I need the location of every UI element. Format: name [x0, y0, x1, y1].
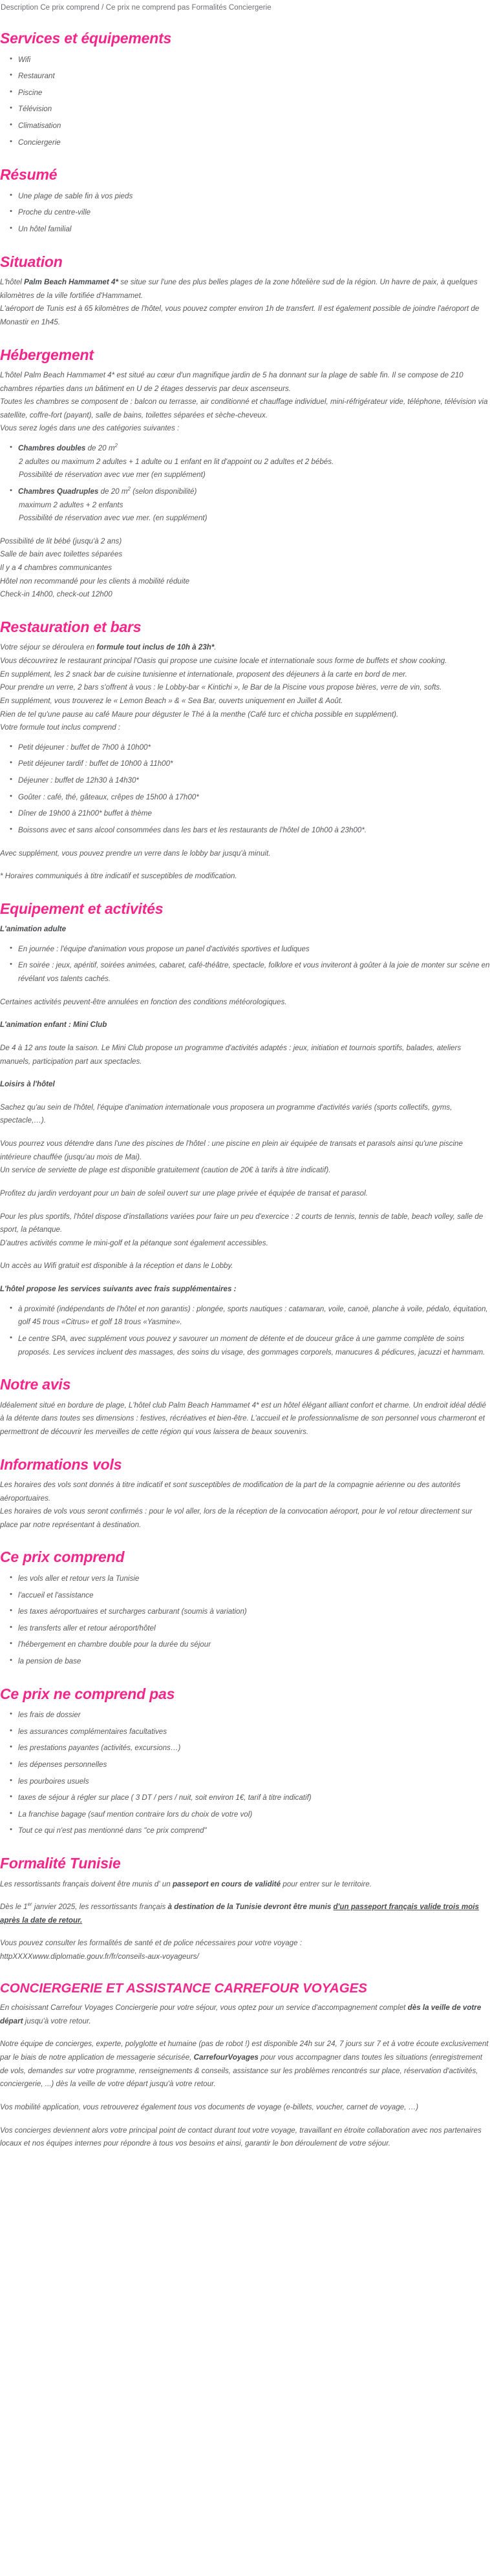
room-detail-line: 2 adultes ou maximum 2 adultes + 1 adulte ou 1 enfant en lit d'appoint ou 2 adultes et 2 bébés. [19, 457, 334, 466]
conciergerie-paragraph-2 [0, 2038, 490, 2091]
vols-paragraph-2: Les horaires de vols vous seront confirmés : pour le vol aller, lors de la réception de la convocation aéroport, pour le vol retour directement sur place par notre représentant à destination. [0, 1507, 473, 1529]
list-item: • Le centre SPA, avec supplément vous pouvez y savourer un moment de détente et de douceur grâce à une gamme complète de soins proposés. Les services incluent des massages, des soins du visage, des gommages corporels, manucures & pédicures, jacuzzi et hammam. [18, 1333, 490, 1359]
text-fragment: pour vous accompagner dans toutes les situations (enregistrement de vols, demandes sur votre programme, renseignements & conseils, assistance sur les problèmes rencontrés sur place, réservation d'activités, conciergerie, ...) dès la veille de votre départ jusqu'à votre retour. [0, 2053, 482, 2089]
list-item: • Télévision [18, 103, 490, 116]
situation-paragraph-1 [0, 276, 490, 302]
restauration-paragraph-6: Rien de tel qu'une pause au café Maure pour déguster le Thé à la menthe (Café turc et chicha possible en supplément). [0, 710, 399, 719]
list-item: • l'accueil et l'assistance [18, 1589, 490, 1603]
equipement-paragraph-8: D'autres activités comme le mini-golf et la pétanque sont également accessibles. [0, 1238, 268, 1247]
text-fragment: de 20 m [85, 444, 115, 453]
list-item: • les pourboires usuels [18, 1775, 490, 1789]
text-fragment: En choisissant Carrefour Voyages Conciergerie pour votre séjour, vous optez pour un service d'accompagnement complet [0, 2003, 408, 2012]
formula-bold: formule tout inclus de 10h à 23h* [96, 643, 215, 652]
section-title-prix-comprend: Ce prix comprend [0, 1548, 125, 1566]
list-item: • Déjeuner : buffet de 12h30 à 14h30* [18, 774, 490, 788]
equipement-paragraph-3: Sachez qu'au sein de l'hôtel, l'équipe d'animation internationale vous proposera un programme d'activités variés (sports collectifs, gyms, spectacle,…). [0, 1103, 453, 1125]
restauration-body [0, 641, 490, 734]
hotel-name-bold: Palm Beach Hammamet 4* [24, 278, 118, 287]
formalite-paragraph-3: Vous pouvez consulter les formalités de santé et de police nécessaires pour votre voyage : [0, 1939, 303, 1948]
hebergement-paragraph-3: Vous serez logés dans une des catégories suivantes : [0, 424, 180, 433]
list-item: • Conciergerie [18, 136, 490, 150]
text-fragment: pour entrer sur le territoire. [281, 1879, 372, 1888]
subheading-text: Loisirs à l'hôtel [0, 1080, 55, 1089]
list-item: • Wifi [18, 54, 490, 67]
equipement-paragraph-2: De 4 à 12 ans toute la saison. Le Mini Club propose un programme d'activités adaptés : jeux, initiation et tournois sportifs, balades, ateliers manuels, participation part aux spectacles. [0, 1043, 462, 1066]
equipement-paragraph-1: Certaines activités peuvent-être annulées en fonction des conditions météorologiques. [0, 997, 287, 1006]
list-item: • les vols aller et retour vers la Tunisie [18, 1572, 490, 1586]
hebergement-body [0, 369, 490, 436]
section-title-avis: Notre avis [0, 1376, 71, 1393]
room-type-label: Chambres Quadruples [18, 487, 99, 496]
hebergement-note-4: Hôtel non recommandé pour les clients à mobilité réduite [0, 576, 190, 586]
passport-2025-bold: à destination de la Tunisie devront être munis [167, 1903, 334, 1912]
departure-eve-bold: dès la veille de votre départ [0, 2003, 482, 2025]
section-title-restauration: Restauration et bars [0, 618, 142, 635]
text-fragment: Dès le 1 [0, 1903, 28, 1912]
text-fragment: L'hôtel [0, 278, 25, 287]
list-item: • l'hébergement en chambre double pour la durée du séjour [18, 1638, 490, 1652]
restauration-paragraph-3: En supplément, les 2 snack bar de cuisine tunisienne et internationale, proposent des déjeuners à la carte en bord de mer. [0, 670, 407, 679]
list-item: • les transferts aller et retour aéroport/hôtel [18, 1622, 490, 1636]
list-item: • Petit déjeuner tardif : buffet de 10h00 à 11h00* [18, 757, 490, 771]
list-item: • les assurances complémentaires facultatives [18, 1726, 490, 1739]
subheading-text: L'hôtel propose les services suivants avec frais supplémentaires : [0, 1285, 237, 1294]
list-item: • En soirée : jeux, apéritif, soirées animées, cabaret, café-théâtre, spectacle, folklore et vous inviteront à goûter à la joie de monter sur scène en révélant vos talents cachés. [18, 959, 490, 986]
room-type-label: Chambres doubles [18, 444, 86, 453]
room-categories-list [0, 442, 490, 525]
list-item: • Climatisation [18, 120, 490, 133]
formalite-paragraph-2 [0, 1901, 490, 1927]
section-title-conciergerie: CONCIERGERIE ET ASSISTANCE CARREFOUR VOYAGES [0, 1980, 367, 1996]
app-name-bold: CarrefourVoyages [193, 2053, 259, 2062]
list-item: • Restaurant [18, 70, 490, 83]
list-item: • Goûter : café, thé, gâteaux, crêpes de 15h00 à 17h00* [18, 791, 490, 805]
text-fragment: jusqu'à votre retour. [23, 2016, 91, 2025]
resume-list [0, 190, 490, 237]
avis-paragraph: Idéalement situé en bordure de plage, L'hôtel club Palm Beach Hammamet 4* est un hôtel élégant alliant confort et charme. Un endroit idéal dédié à la détente dans toutes ses dimensions : festives, récréatives et bien-être. L'accueil et le professionnalisme de son personnel vous charmeront et permettront de découvrir les merveilles de cette région qui vous laissera de beaux souvenirs. [0, 1400, 486, 1436]
restauration-paragraph-5: En supplément, vous trouverez le « Lemon Beach » & « Sea Bar, ouverts uniquement en Juillet & Août. [0, 696, 343, 705]
hebergement-note-1: Possibilité de lit bébé (jusqu'à 2 ans) [0, 536, 122, 545]
superscript: er [27, 1901, 32, 1908]
list-item: • Petit déjeuner : buffet de 7h00 à 10h00* [18, 741, 490, 755]
all-inclusive-list [0, 741, 490, 838]
passport-validity-underlined: d'un passeport français valide trois mois après la date de retour. [0, 1903, 479, 1925]
hebergement-note-3: Il y a 4 chambres communicantes [0, 564, 112, 573]
formalite-paragraph-1 [0, 1878, 490, 1892]
paid-services-list [0, 1303, 490, 1360]
price-excludes-list [0, 1709, 490, 1838]
restauration-paragraph-8: Avec supplément, vous pouvez prendre un verre dans le lobby bar jusqu'à minuit. [0, 849, 271, 858]
text-fragment: Les ressortissants français doivent être munis d' un [0, 1879, 173, 1888]
list-item-room-quadruple [18, 485, 490, 525]
list-item: • à proximité (indépendants de l'hôtel et non garantis) : plongée, sports nautiques : catamaran, voile, canoë, planche à voile, pédalo, équitation, golf 45 trous «Citrus» et golf 18 trous «Yasmine». [18, 1303, 490, 1329]
list-item: • taxes de séjour à régler sur place ( 3 DT / pers / nuit, soit environ 1€, tarif à titre indicatif) [18, 1791, 490, 1805]
section-title-services: Services et équipements [0, 30, 172, 47]
price-includes-list [0, 1572, 490, 1669]
room-detail-line: Possibilité de réservation avec vue mer. (en supplément) [19, 514, 208, 523]
formalite-link[interactable]: httpXXXXwww.diplomatie.gouv.fr/fr/conseils-aux-voyageurs/ [0, 1952, 199, 1961]
list-item: • Proche du centre-ville [18, 206, 490, 220]
list-item: • Une plage de sable fin à vos pieds [18, 190, 490, 204]
restauration-paragraph-2: Vous découvrirez le restaurant principal l'Oasis qui propose une cuisine locale et internationale sous forme de buffets et show cooking. [0, 657, 447, 666]
section-title-situation: Situation [0, 253, 63, 270]
section-title-vols: Informations vols [0, 1455, 122, 1473]
list-item: • Dîner de 19h00 à 21h00* buffet à thème [18, 807, 490, 821]
subheading-text: L'animation enfant : Mini Club [0, 1020, 107, 1029]
text-fragment: se situe sur l'une des plus belles plages de la zone hôtelière sud de la région. Un havre de paix, à quelques kilomètres de la ville fortifiée d'Hammamet. [0, 278, 478, 300]
equipement-paragraph-4: Vous pourrez vous détendre dans l'une des piscines de l'hôtel : une piscine en plein air équipée de transats et parasols ainsi qu'une piscine intérieure chauffée (jusqu'au mois de Mai). [0, 1139, 463, 1161]
conciergerie-paragraph-4: Vos concierges deviennent alors votre principal point de contact durant tout votre voyage, travaillant en étroite collaboration avec nos partenaires locaux et nos équipes internes pour répondre à tous vos besoins et ainsi, garantir le bon déroulement de votre séjour. [0, 2126, 482, 2148]
list-item: • Boissons avec et sans alcool consommées dans les bars et les restaurants de l'hôtel de 10h00 à 23h00*. [18, 824, 490, 838]
list-item: • la pension de base [18, 1655, 490, 1669]
equipement-paragraph-7: Pour les plus sportifs, l'hôtel dispose d'installations variées pour faire un peu d'exercice : 2 courts de tennis, tennis de table, beach volley, salle de sport, la pétanque. [0, 1212, 484, 1234]
subheading-text: L'animation adulte [0, 925, 67, 934]
equipement-paragraph-6: Profitez du jardin verdoyant pour un bain de soleil ouvert sur une plage privée et équipée de transat et parasol. [0, 1188, 368, 1198]
list-item: • Tout ce qui n'est pas mentionné dans "ce prix comprend" [18, 1824, 490, 1838]
hebergement-note-5: Check-in 14h00, check-out 12h00 [0, 590, 112, 599]
superscript: 2 [127, 486, 131, 492]
list-item-room-double [18, 442, 490, 482]
equipement-paragraph-5: Un service de serviette de plage est disponible gratuitement (caution de 20€ à tarifs à titre indicatif). [0, 1166, 331, 1175]
superscript: 2 [114, 443, 118, 449]
list-item: • les dépenses personnelles [18, 1758, 490, 1772]
text-fragment: Notre équipe de concierges, experte, polyglotte et humaine (pas de robot !) est disponible 24h sur 24, 7 jours sur 7 et à votre écoute exclusivement par le biais de notre application de messagerie sécurisée, [0, 2040, 489, 2062]
hebergement-notes [0, 535, 490, 602]
room-detail-line: maximum 2 adultes + 2 enfants [19, 500, 123, 509]
text-fragment: janvier 2025, les ressortissants français [32, 1903, 168, 1912]
situation-body [0, 276, 490, 330]
room-detail-line: Possibilité de réservation avec vue mer (en supplément) [19, 470, 206, 480]
text-fragment: de 20 m [98, 487, 128, 496]
text-fragment: . [214, 643, 217, 652]
list-item: • Un hôtel familial [18, 223, 490, 237]
list-item: • Piscine [18, 87, 490, 100]
subheading-animation-enfant [0, 1019, 490, 1032]
subheading-services-supplementaires [0, 1283, 490, 1296]
restauration-paragraph-4: Pour prendre un verre, 2 bars s'offrent à vous : le Lobby-bar « Kintichi », le Bar de la Piscine vous propose bières, verre de vin, softs. [0, 683, 442, 692]
conciergerie-paragraph-1 [0, 2001, 490, 2028]
section-title-prix-ne-comprend-pas: Ce prix ne comprend pas [0, 1685, 175, 1702]
list-item: • les taxes aéroportuaires et surcharges carburant (soumis à variation) [18, 1605, 490, 1619]
list-item: • En journée : l'équipe d'animation vous propose un panel d'activités sportives et ludiques [18, 943, 490, 956]
animation-adulte-list [0, 943, 490, 986]
equipement-paragraph-9: Un accès au Wifi gratuit est disponible à la réception et dans le Lobby. [0, 1262, 233, 1271]
section-title-equipement: Equipement et activités [0, 900, 164, 917]
hebergement-note-2: Salle de bain avec toilettes séparées [0, 550, 123, 559]
list-item: • les frais de dossier [18, 1709, 490, 1722]
section-title-formalite: Formalité Tunisie [0, 1855, 121, 1872]
hebergement-paragraph-2: Toutes les chambres se composent de : balcon ou terrasse, air conditionné et chauffage individuel, mini-réfrigérateur vide, téléphone, télévision via satellite, coffre-fort (payant), salle de bains, toilettes séparées et sèche-cheveux. [0, 397, 488, 419]
list-item: • les prestations payantes (activités, excursions…) [18, 1742, 490, 1755]
services-list [0, 54, 490, 150]
conciergerie-paragraph-3: Vos mobilité application, vous retrouverez également tous vos documents de voyage (e-billets, voucher, carnet de voyage, …) [0, 2102, 419, 2111]
restauration-paragraph-7: Votre formule tout inclus comprend : [0, 723, 121, 732]
passport-requirement-bold: passeport en cours de validité [172, 1879, 281, 1888]
subheading-animation-adulte [0, 923, 490, 936]
list-item: • La franchise bagage (sauf mention contraire lors du choix de votre vol) [18, 1808, 490, 1822]
text-fragment: (selon disponibilité) [130, 487, 197, 496]
section-title-hebergement: Hébergement [0, 346, 94, 363]
restauration-paragraph-1 [0, 641, 490, 655]
hebergement-paragraph-1: L'hôtel Palm Beach Hammamet 4* est situé au cœur d'un magnifique jardin de 5 ha donnant sur la plage de sable fin. Il se compose de 210 chambres réparties dans un bâtiment en U de 2 étages desservis par deux ascenseurs. [0, 370, 463, 393]
restauration-footnote: * Horaires communiqués à titre indicatif et susceptibles de modification. [0, 872, 237, 881]
subheading-loisirs [0, 1078, 490, 1092]
situation-paragraph-2: L'aéroport de Tunis est à 65 kilomètres de l'hôtel, vous pouvez compter environ 1h de transfert. Il est également possible de joindre l'aéroport de Monastir en 1h45. [0, 304, 480, 326]
text-fragment: Votre séjour se déroulera en [0, 643, 97, 652]
vols-paragraph-1: Les horaires des vols sont donnés à titre indicatif et sont susceptibles de modification de la part de la compagnie aérienne ou des autorités aéroportuaires. [0, 1480, 461, 1503]
breadcrumb[interactable]: Description Ce prix comprend / Ce prix ne comprend pas Formalités Conciergerie [1, 4, 272, 12]
section-title-resume: Résumé [0, 166, 58, 184]
